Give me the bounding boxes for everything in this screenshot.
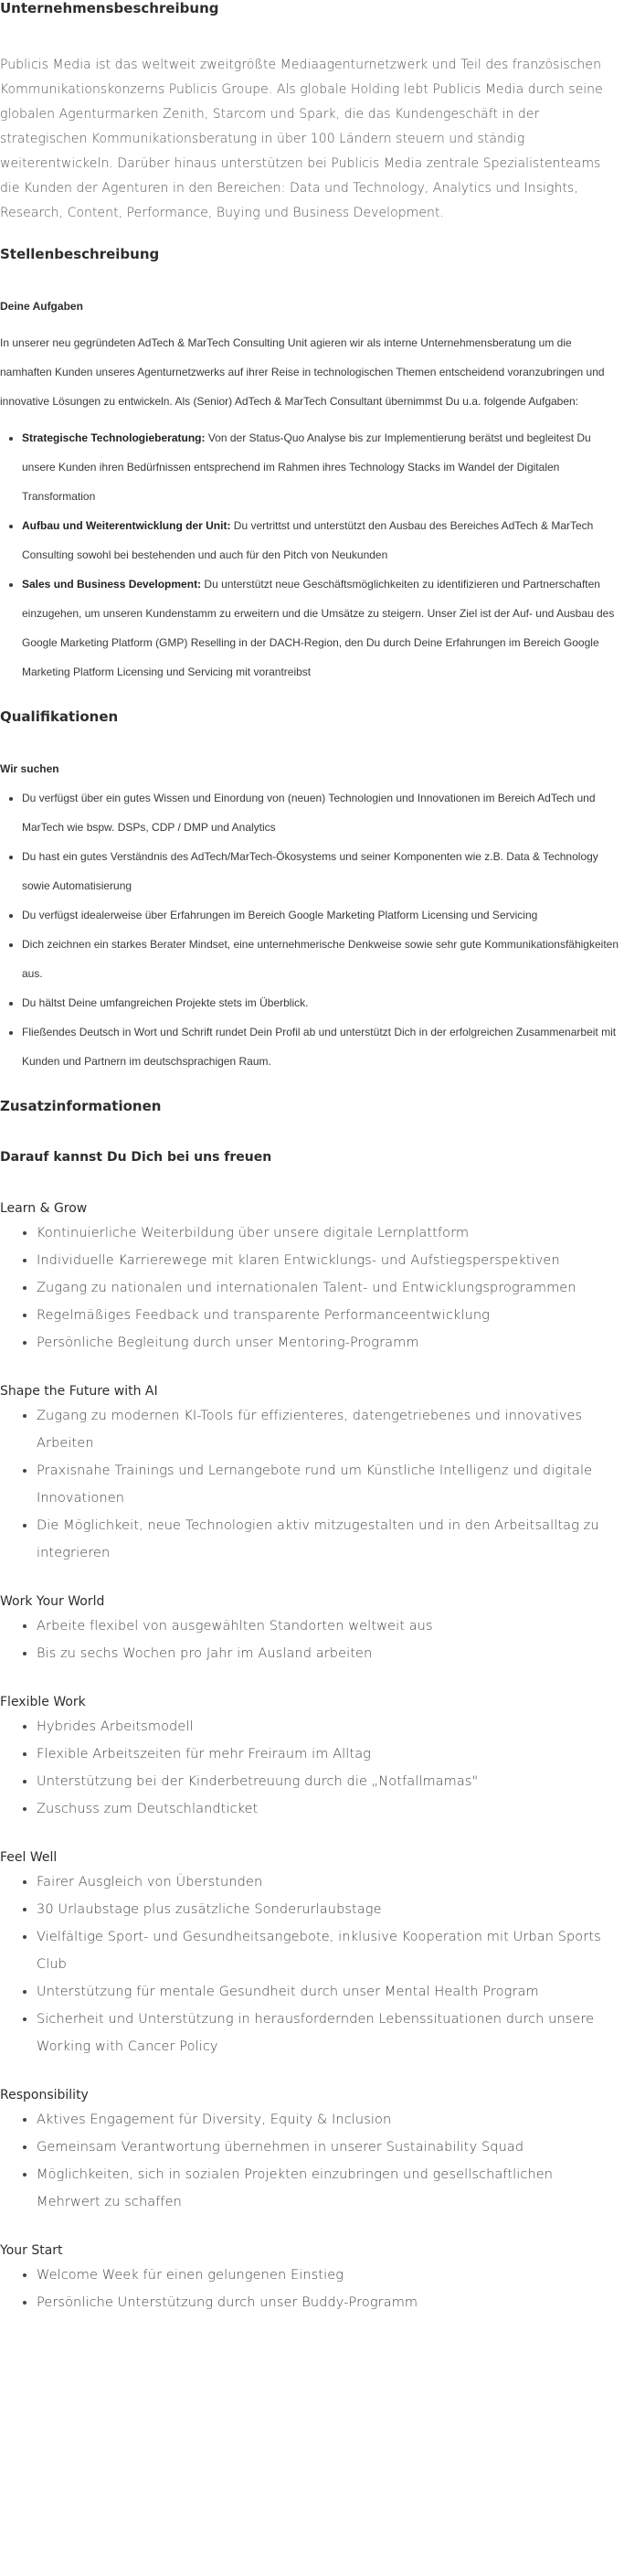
benefit-item: • Unterstützung bei der Kinderbetreuung durch die „Notfallmamas" [37,1768,620,1795]
task-item-title: Strategische Technologieberatung: [22,431,206,444]
benefit-item: • Individuelle Karrierewege mit klaren Entwicklungs- und Aufstiegsperspektiven [37,1247,620,1274]
task-item [22,511,620,569]
tasks-intro: In unserer neu gegründeten AdTech & MarTech Consulting Unit agieren wir als interne Unternehmensberatung um die namhaften Kunden unseres Agenturnetzwerks auf ihrer Reise in technologischen Themen entscheidend voranzubringen und innovative Lösungen zu entwickeln. Als (Senior) AdTech & MarTech Consultant übernimmst Du u.a. folgende Aufgaben: [0,336,605,408]
benefit-item: • 30 Urlaubstage plus zusätzliche Sonderurlaubstage [37,1896,620,1923]
job-section-title: Stellenbeschreibung [0,246,160,262]
benefit-item: • Persönliche Begleitung durch unser Mentoring-Programm [37,1329,620,1357]
task-item-title: Aufbau und Weiterentwicklung der Unit: [22,519,231,532]
benefit-item: • Regelmäßiges Feedback und transparente Performanceentwicklung [37,1302,620,1329]
tasks-section [0,266,620,687]
benefit-group-title: Learn & Grow [0,1201,88,1216]
benefit-item: • Praxisnahe Trainings und Lernangebote rund um Künstliche Intelligenz und digitale Innovationen [37,1457,620,1512]
benefit-groups [0,1198,620,2316]
benefit-group [0,1691,620,1823]
task-item-text: Du unterstützt neue Geschäftsmöglichkeiten zu identifizieren und Partnerschaften einzugehen, um unseren Kundenstamm zu erweitern und die Umsätze zu steigern. Unser Ziel ist der Auf- und Ausbau des Google Marketing Platform (GMP) Reselling in der DACH-Region, den Du durch Deine Erfahrungen im Bereich Google Marketing Platform Licensing und Servicing mit vorantreibst [22,578,615,678]
benefit-item: • Persönliche Unterstützung durch unser Buddy-Programm [37,2289,620,2316]
benefit-group-title: Your Start [0,2243,63,2258]
benefit-list [0,1402,620,1567]
benefit-group-title: Responsibility [0,2088,89,2102]
qualifications-section [0,729,620,1076]
qualifications-heading: Wir suchen [0,762,59,775]
qualification-item: • Fließendes Deutsch in Wort und Schrift rundet Dein Profil ab und unterstützt Dich in der erfolgreichen Zusammenarbeit mit Kunden und Partnern im deutschsprachigen Raum. [22,1017,620,1076]
benefit-group-title: Flexible Work [0,1695,86,1709]
company-description: Publicis Media ist das weltweit zweitgrößte Mediaagenturnetzwerk und Teil des französischen Kommunikationskonzerns Publicis Groupe. Als globale Holding lebt Publicis Media durch seine globalen Agenturmarken Zenith, Starcom und Spark, die das Kundengeschäft in der strategischen Kommunikationsberatung in über 100 Ländern steuern und ständig weiterentwickeln. Darüber hinaus unterstützen bei Publicis Media zentrale Spezialistenteams die Kunden der Agenturen in den Bereichen: Data und Technology, Analytics und Insights, Research, Content, Performance, Buying und Business Development. [0,58,603,220]
benefit-item: • Möglichkeiten, sich in sozialen Projekten einzubringen und gesellschaftlichen Mehrwert zu schaffen [37,2161,620,2216]
benefit-item: • Vielfältige Sport- und Gesundheitsangebote, inklusive Kooperation mit Urban Sports Club [37,1923,620,1978]
qualification-item: • Du hältst Deine umfangreichen Projekte stets im Überblick. [22,988,620,1017]
additional-info-title: Zusatzinformationen [0,1098,162,1114]
company-section-title: Unternehmensbeschreibung [0,0,219,16]
benefit-group-title: Feel Well [0,1850,58,1865]
tasks-heading: Deine Aufgaben [0,300,83,313]
benefit-item: • Unterstützung für mentale Gesundheit durch unser Mental Health Program [37,1978,620,2006]
benefit-item: • Welcome Week für einen gelungenen Einstieg [37,2262,620,2289]
benefit-group [0,2240,620,2316]
task-item [22,569,620,687]
benefit-list [0,1868,620,2060]
task-item [22,423,620,511]
benefit-list [0,1219,620,1357]
benefits-heading: Darauf kannst Du Dich bei uns freuen [0,1150,272,1165]
benefit-group [0,2084,620,2216]
benefit-item: • Die Möglichkeit, neue Technologien aktiv mitzugestalten und in den Arbeitsalltag zu integrieren [37,1512,620,1567]
benefit-group [0,1591,620,1667]
benefit-item: • Sicherheit und Unterstützung in herausfordernden Lebenssituationen durch unsere Working with Cancer Policy [37,2006,620,2060]
qualification-item: • Du verfügst idealerweise über Erfahrungen im Bereich Google Marketing Platform Licensing und Servicing [22,900,620,930]
benefit-list [0,1613,620,1667]
benefit-item: • Zugang zu nationalen und internationalen Talent- und Entwicklungsprogrammen [37,1274,620,1302]
benefit-item: • Arbeite flexibel von ausgewählten Standorten weltweit aus [37,1613,620,1640]
benefit-list [0,1713,620,1823]
benefit-list [0,2262,620,2316]
qualification-item: • Dich zeichnen ein starkes Berater Mindset, eine unternehmerische Denkweise sowie sehr gute Kommunikationsfähigkeiten aus. [22,930,620,988]
task-item-text: Von der Status-Quo Analyse bis zur Implementierung berätst und begleitest Du unsere Kunden ihren Bedürfnissen entsprechend im Rahmen ihres Technology Stacks im Wandel der Digitalen Transformation [22,431,591,503]
qualification-item: • Du hast ein gutes Verständnis des AdTech/MarTech-Ökosystems und seiner Komponenten wie z.B. Data & Technology sowie Automatisierung [22,842,620,900]
qualifications-section-title: Qualifikationen [0,708,119,725]
benefit-item: • Aktives Engagement für Diversity, Equity & Inclusion [37,2106,620,2134]
task-item-text: Du vertrittst und unterstützt den Ausbau des Bereiches AdTech & MarTech Consulting sowohl bei bestehenden und auch für den Pitch von Neukunden [22,519,594,561]
benefit-item: • Zugang zu modernen KI-Tools für effizienteres, datengetriebenes und innovatives Arbeiten [37,1402,620,1457]
benefit-item: • Gemeinsam Verantwortung übernehmen in unserer Sustainability Squad [37,2134,620,2161]
task-item-title: Sales und Business Development: [22,578,202,591]
benefit-item: • Bis zu sechs Wochen pro Jahr im Ausland arbeiten [37,1640,620,1667]
benefit-item: • Flexible Arbeitszeiten für mehr Freiraum im Alltag [37,1740,620,1768]
tasks-list [0,423,620,687]
benefit-item: • Zuschuss zum Deutschlandticket [37,1795,620,1823]
benefit-list [0,2106,620,2216]
benefit-group [0,1847,620,2060]
benefit-item: • Kontinuierliche Weiterbildung über unsere digitale Lernplattform [37,1219,620,1247]
benefit-group [0,1380,620,1567]
qualifications-list [0,783,620,1076]
qualification-item: • Du verfügst über ein gutes Wissen und Einordung von (neuen) Technologien und Innovationen im Bereich AdTech und MarTech wie bspw. DSPs, CDP / DMP und Analytics [22,783,620,842]
benefit-group-title: Shape the Future with AI [0,1384,158,1399]
benefit-group-title: Work Your World [0,1594,105,1609]
benefit-item: • Fairer Ausgleich von Überstunden [37,1868,620,1896]
benefit-item: • Hybrides Arbeitsmodell [37,1713,620,1740]
benefit-group [0,1198,620,1357]
